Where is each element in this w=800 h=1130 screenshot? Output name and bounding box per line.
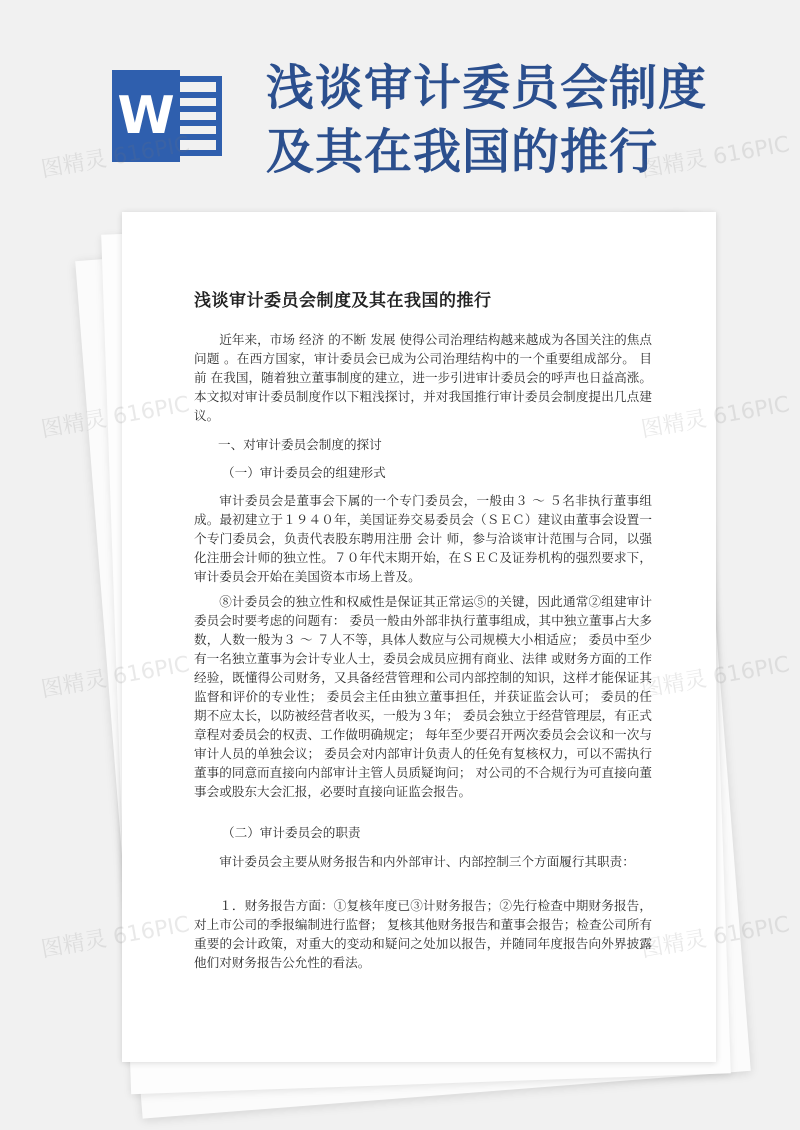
subsection-heading-1: （一）审计委员会的组建形式 xyxy=(222,465,386,480)
intro-paragraph: 近年来，市场 经济 的不断 发展 使得公司治理结构越来越成为各国关注的焦点 问题 。在西方国家，审计委员会已成为公司治理结构中的一个重要组成部分。 目前 在我国，随着独立董事制度的建立，进一步引进审计委员会的呼声也日益高涨。本文拟对审计委员制度作以下粗浅探讨，并对我国推行审计委员会制度提出几点建议。 xyxy=(194,332,652,423)
header-title: 浅谈审计委员会制度及其在我国的推行 xyxy=(266,60,708,180)
watermark: 616PIC xyxy=(711,652,792,691)
independence-paragraph: ⑧计委员会的独立性和权威性是保证其正常运⑤的关键，因此通常②组建审计委员会时要考虑的问题有： 委员一般由外部非执行董事组成，其中独立董事占大多数，人数一般为３ ～ ７人不等，具体人数应与公司规模大小相适应； 委员中至少有一名独立董事为会计专业人士，委员会成员应拥有商业、法律 或财务方面的工作经验，既懂得公司财务，又具备经营管理和公司内部控制的知识，这样才能保证其监督和评价的专业性； 委员会主任由独立董事担任，并获证监会认可； 委员的任期不应太长，以防被经营者收买，一般为３年； 委员会独立于经营管理层，有正式章程对委员会的权责、工作做明确规定； 每年至少要召开两次委员会会议和一次与审计人员的单独会议； 委员会对内部审计负责人的任免有复核权力，可以不需执行董事的同意而直接向内部审计主管人员质疑询问； 对公司的不合规行为可直接向董事会或股东大会汇报，必要时直接向证监会报告。 xyxy=(194,594,652,799)
watermark: 616PIC xyxy=(711,912,792,951)
document-title: 浅谈审计委员会制度及其在我国的推行 xyxy=(194,291,492,311)
word-icon xyxy=(112,70,222,162)
document-page xyxy=(122,212,716,1062)
section-heading-1: 一、对审计委员会制度的探讨 xyxy=(218,437,382,452)
duties-paragraph: 审计委员会主要从财务报告和内外部审计、内部控制三个方面履行其职责： xyxy=(219,854,635,869)
watermark: 图精灵 xyxy=(39,406,109,443)
financial-report-paragraph: １．财务报告方面：①复核年度已③计财务报告；②先行检查中期财务报告，对上市公司的季报编制进行监督； 复核其他财务报告和董事会报告；检查公司所有重要的会计政策，对重大的变动和疑问之处加以报告，并随同年度报告向外界披露他们对财务报告公允性的看法。 xyxy=(194,898,652,970)
watermark: 616PIC xyxy=(711,392,792,431)
watermark: 图精灵 616PIC xyxy=(639,132,792,183)
word-letter: W xyxy=(112,70,180,162)
organization-paragraph: 审计委员会是董事会下属的一个专门委员会，一般由３ ～ ５名非执行董事组成。最初建立于１９４０年，美国证券交易委员会（ＳＥＣ）建议由董事会设置一个专门委员会，负责代表股东聘用注册 会计 师，参与洽谈审计范围与合同，以强化注册会计师的独立性。７０年代末期开始，在ＳＥＣ及证券机构的强烈要求下，审计委员会开始在美国资本市场上普及。 xyxy=(194,493,652,584)
watermark: 图精灵 xyxy=(39,666,109,703)
watermark: 图精灵 xyxy=(39,146,109,183)
subsection-heading-2: （二）审计委员会的职责 xyxy=(222,825,361,840)
watermark: 图精灵 616PIC xyxy=(39,912,192,963)
